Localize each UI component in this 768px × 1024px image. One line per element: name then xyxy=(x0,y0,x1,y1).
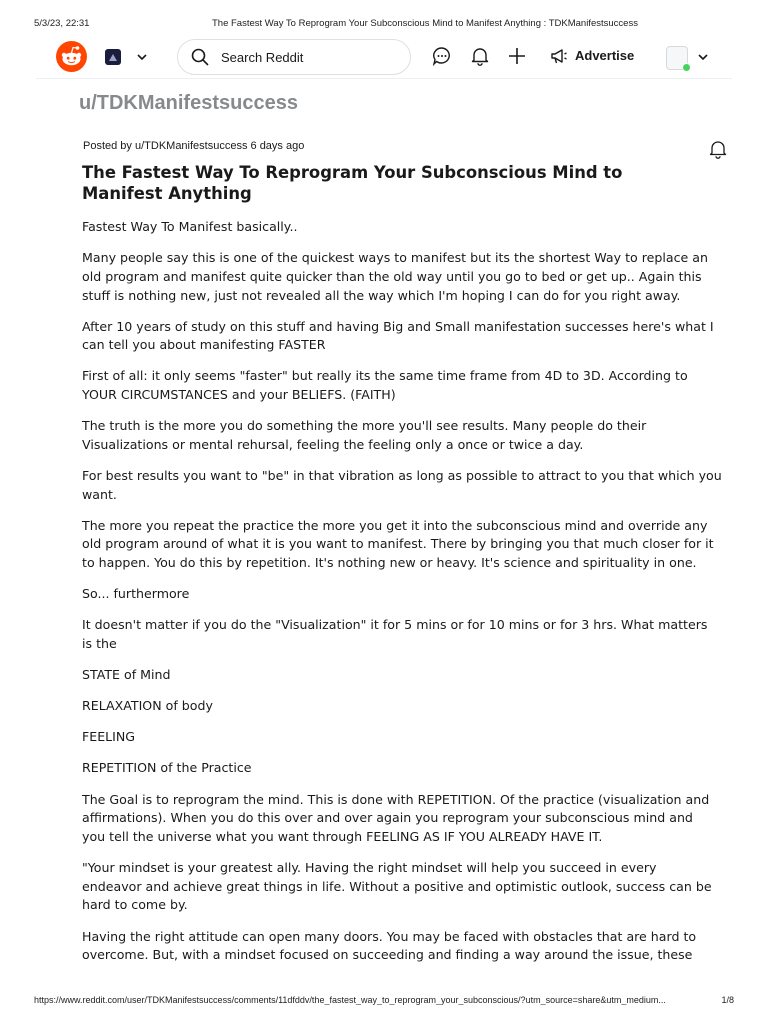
post-paragraph: STATE of Mind xyxy=(82,667,171,683)
print-footer xyxy=(34,995,734,1009)
profile-username[interactable]: u/TDKManifestsuccess xyxy=(79,92,298,114)
post-paragraph: Having the right attitude can open many doors. You may be faced with obstacles that are hard to overcome. But, with a mindset focused on succeeding and finding a way around the issue, these xyxy=(82,928,697,963)
search-icon xyxy=(190,47,210,67)
post-meta: Posted by u/TDKManifestsuccess 6 days ago xyxy=(83,140,305,152)
print-url: https://www.reddit.com/user/TDKManifestsuccess/comments/11dfddv/the_fastest_way_to_reprogram_your_subconscious/?utm_source=share&utm_medium... xyxy=(34,995,666,1005)
chat-icon[interactable] xyxy=(432,46,452,66)
search-input[interactable] xyxy=(219,46,403,68)
post-paragraph: After 10 years of study on this stuff and having Big and Small manifestation successes here's what I can tell you about manifesting FASTER xyxy=(82,318,714,353)
plus-icon[interactable] xyxy=(507,46,527,66)
post-paragraph: REPETITION of the Practice xyxy=(82,760,252,776)
bell-icon[interactable] xyxy=(470,46,490,66)
post-paragraph: The truth is the more you do something the more you'll see results. Many people do their Visualizations or mental rehursal, feeling the feeling only a once or twice a day. xyxy=(82,418,647,452)
post-paragraph: For best results you want to "be" in that vibration as long as possible to attract to you that which you want. xyxy=(82,467,722,502)
print-date: 5/3/23, 22:31 xyxy=(34,18,90,29)
post-paragraph: The more you repeat the practice the more you get it into the subconscious mind and override any old program around of what it is you want to manifest. There by bringing you that much closer for it to happen. You do this by repetition. It's nothing new or heavy. It's science and spirituality in one. xyxy=(82,517,714,571)
post-paragraph: FEELING xyxy=(82,729,136,745)
top-navbar xyxy=(36,38,732,79)
print-page-title: The Fastest Way To Reprogram Your Subconscious Mind to Manifest Anything : TDKManifestsuccess xyxy=(212,18,638,29)
chevron-down-icon[interactable] xyxy=(135,50,149,64)
post-paragraph: It doesn't matter if you do the "Visualization" it for 5 mins or for 10 mins or for 3 hrs. What matters is the xyxy=(82,617,708,652)
home-icon[interactable] xyxy=(104,48,122,66)
online-status-dot xyxy=(682,63,691,72)
post-paragraph: "Your mindset is your greatest ally. Having the right mindset will help you succeed in every endeavor and achieve great things in life. Without a positive and optimistic outlook, success can be hard to come by. xyxy=(82,860,712,913)
post-paragraph: Fastest Way To Manifest basically.. xyxy=(82,219,298,234)
post-body xyxy=(82,218,722,977)
reddit-logo[interactable] xyxy=(56,41,87,72)
post-paragraph: First of all: it only seems "faster" but really its the same time frame from 4D to 3D. According to YOUR CIRCUMSTANCES and your BELIEFS. (FAITH) xyxy=(82,368,688,403)
megaphone-icon xyxy=(549,46,569,66)
print-header xyxy=(34,18,734,32)
avatar[interactable] xyxy=(666,46,688,70)
advertise-label: Advertise xyxy=(575,48,635,63)
follow-post-bell-icon[interactable] xyxy=(708,139,728,159)
post-paragraph: Many people say this is one of the quickest ways to manifest but its the shortest Way to replace an old program and manifest quite quicker than the old way until you go to bed or get up.. Again this stuff is nothing new, just not revealed all the way which I'm hoping I can do for you right away. xyxy=(82,250,708,303)
chevron-down-icon[interactable] xyxy=(696,50,710,64)
post-title[interactable]: The Fastest Way To Reprogram Your Subconscious Mind to Manifest Anything xyxy=(82,163,623,203)
search-bar[interactable] xyxy=(177,39,411,75)
post-paragraph: RELAXATION of body xyxy=(82,698,213,714)
post-paragraph: The Goal is to reprogram the mind. This is done with REPETITION. Of the practice (visualization and affirmations). When you do this over and over again you reprogram your subconscious mind and you tell the universe what you want through FEELING AS IF YOU ALREADY HAVE IT. xyxy=(82,791,710,844)
post-paragraph: So... furthermore xyxy=(82,586,190,602)
print-page-number: 1/8 xyxy=(721,995,734,1005)
